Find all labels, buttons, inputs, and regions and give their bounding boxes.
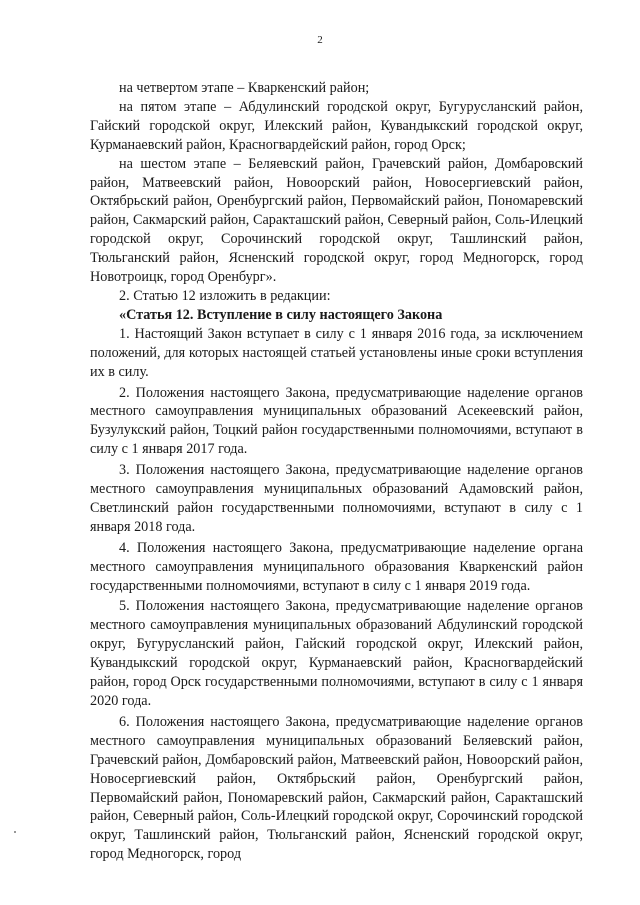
article-12-point-1: 1. Настоящий Закон вступает в силу с 1 января 2016 года, за исключением положений, для которых настоящей статьей установлены иные сроки вступления их в силу. (90, 325, 583, 380)
article-12-point-3: 3. Положения настоящего Закона, предусматривающие наделение органов местного самоуправления муниципальных образований Адамовский район, Светлинский район государственными полномочиями, вступают в силу с 1 января 2018 года. (90, 462, 583, 535)
paragraph-item-2: 2. Статью 12 изложить в редакции: (119, 287, 331, 304)
page-number: 2 (317, 34, 323, 46)
document-body (90, 79, 583, 864)
article-12-point-6: 6. Положения настоящего Закона, предусматривающие наделение органов местного самоуправления муниципальных образований Беляевский район, Грачевский район, Домбаровский район, Матвеевский район, Новоорский район, Новосергиевский район, Октябрьский район, Оренбургский район, Первомайский район, Пономаревский район, Сакмарский район, Саракташский район, Северный район, Соль-Илецкий городской округ, Сорочинский городской округ, Ташлинский район, Тюльганский район, Ясненский городской округ, город Медногорск, город (90, 713, 583, 863)
paragraph-stage-6: на шестом этапе – Беляевский район, Грачевский район, Домбаровский район, Матвеевский район, Новоорский район, Новосергиевский район, Октябрьский район, Оренбургский район, Первомайский район, Пономаревский район, Сакмарский район, Саракташский район, Северный район, Соль-Илецкий городской округ, Сорочинский городской округ, Ташлинский район, Тюльганский район, Ясненский городской округ, город Медногорск, город Новотроицк, город Оренбург». (90, 155, 583, 286)
paragraph-stage-4: на четвертом этапе – Кваркенский район; (119, 80, 370, 96)
scan-speck (14, 831, 16, 833)
article-12-point-4: 4. Положения настоящего Закона, предусматривающие наделение органа местного самоуправления муниципального образования Кваркенский район государственными полномочиями, вступают в силу с 1 января 2019 года. (90, 539, 583, 594)
article-12-point-5: 5. Положения настоящего Закона, предусматривающие наделение органов местного самоуправления муниципальных образований Абдулинский городской округ, Бугурусланский район, Гайский городской округ, Илекский район, Кувандыкский городской округ, Курманаевский район, Красногвардейский район, город Орск государственными полномочиями, вступают в силу с 1 января 2020 года. (90, 598, 583, 709)
article-12-point-2: 2. Положения настоящего Закона, предусматривающие наделение органов местного самоуправления муниципальных образований Асекеевский район, Бузулукский район, Тоцкий район государственными полномочиями, вступают в силу с 1 января 2017 года. (90, 384, 583, 458)
article-12-heading: «Статья 12. Вступление в силу настоящего Закона (119, 306, 443, 323)
paragraph-stage-5: на пятом этапе – Абдулинский городской округ, Бугурусланский район, Гайский городской округ, Илекский район, Кувандыкский городской округ, Курманаевский район, Красногвардейский район, город Орск; (90, 98, 583, 153)
